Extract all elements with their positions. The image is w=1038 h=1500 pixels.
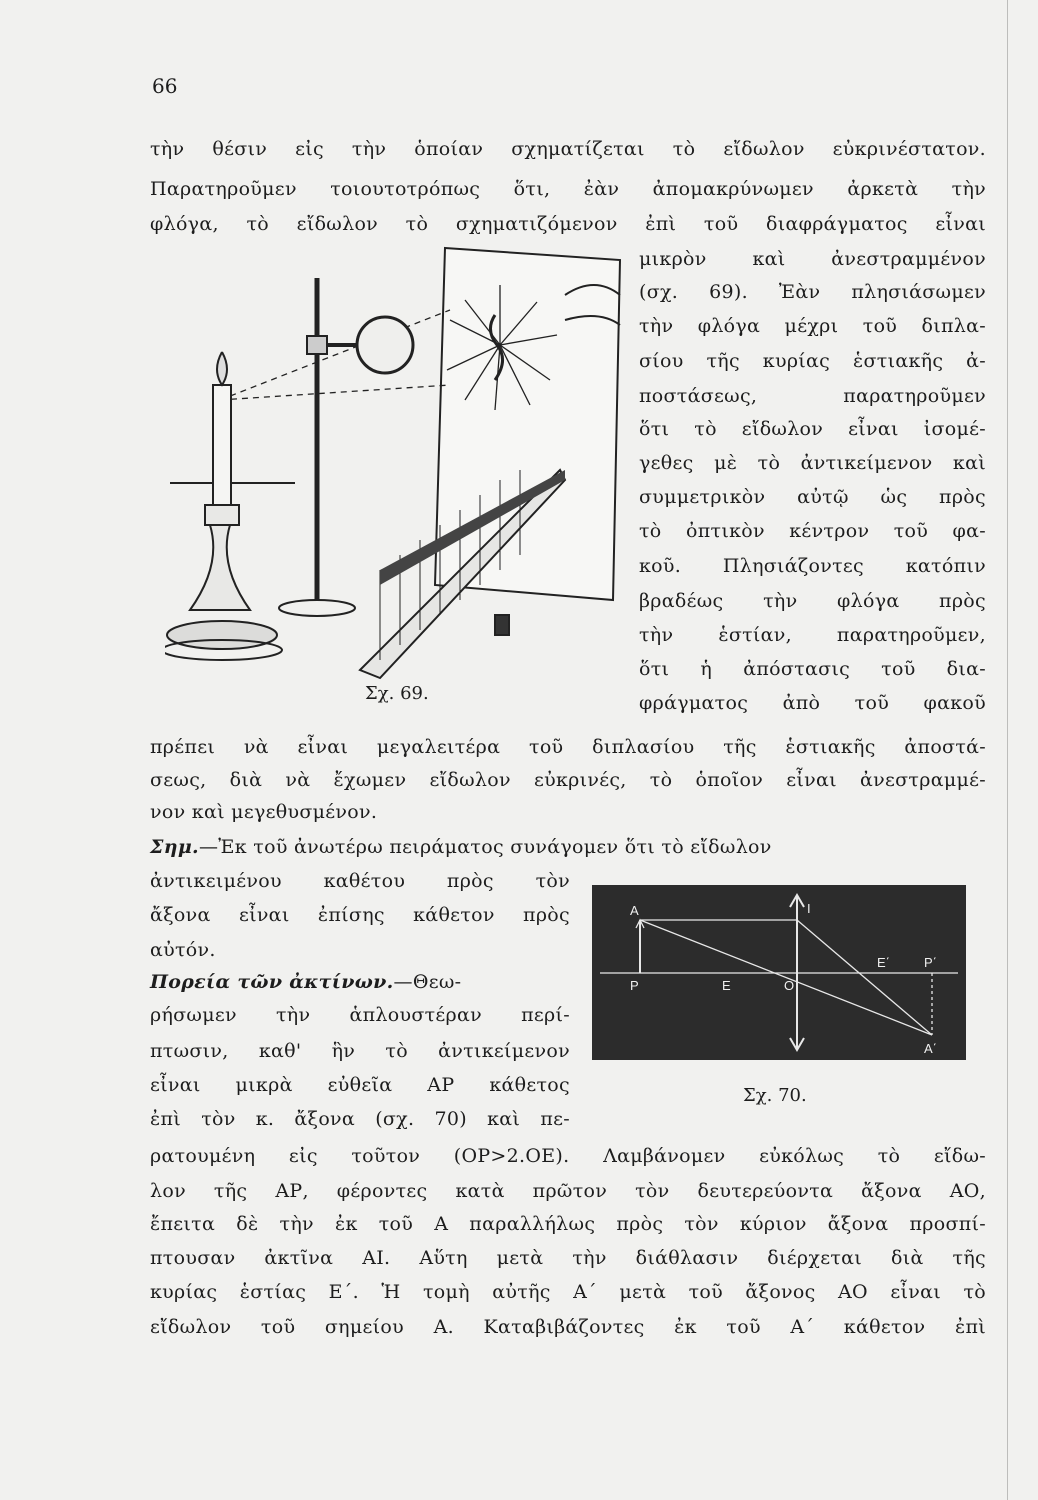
text-line: βραδέως τὴν φλόγα πρὸς (639, 590, 986, 612)
text-line: κυρίας ἑστίας Ε΄. Ἡ τομὴ αὐτῆς Α΄ μετὰ τοῦ ἄξονος ΑΟ εἶναι τὸ (150, 1281, 986, 1303)
text-line: ἀντικειμένου καθέτου πρὸς τὸν (150, 870, 570, 892)
lens-clamp (307, 336, 327, 354)
text-line: Παρατηροῦμεν τοιουτοτρόπως ὅτι, ἐὰν ἀπομακρύνωμεν ἀρκετὰ τὴν (150, 178, 986, 200)
text-line: σεως, διὰ νὰ ἔχωμεν εἴδωλον εὐκρινές, τὸ ὁποῖον εἶναι ἀνεστραμμέ- (150, 769, 986, 791)
text-line: ἐπὶ τὸν κ. ἄξονα (σχ. 70) καὶ πε- (150, 1108, 570, 1130)
figure-70-caption: Σχ. 70. (743, 1085, 807, 1106)
text-line: ἔπειτα δὲ τὴν ἐκ τοῦ Α παραλλήλως πρὸς τὸν κύριον ἄξονα προσπί- (150, 1213, 986, 1235)
text-line: ρήσωμεν τὴν ἁπλουστέραν περί- (150, 1004, 570, 1026)
text-line: ὅτι τὸ εἴδωλον εἶναι ἰσομέ- (639, 418, 986, 440)
text-line: συμμετρικὸν αὐτῷ ὡς πρὸς (639, 486, 986, 508)
section-first-line: —Θεω- (393, 971, 462, 993)
text-line: πρέπει νὰ εἶναι μεγαλειτέρα τοῦ διπλασίου τῆς ἑστιακῆς ἀποστά- (150, 736, 986, 758)
text-line: λον τῆς ΑΡ, φέροντες κατὰ πρῶτον τὸν δευτερεύοντα ἄξονα ΑΟ, (150, 1180, 986, 1202)
note-line (150, 838, 986, 857)
text-line: τὸ ὀπτικὸν κέντρον τοῦ φα- (639, 520, 986, 542)
text-line: εἶναι μικρὰ εὐθεῖα ΑΡ κάθετος (150, 1074, 570, 1096)
section-lead: Πορεία τῶν ἀκτίνων. (150, 971, 394, 993)
text-line: τὴν ἑστίαν, παρατηροῦμεν, (639, 624, 986, 646)
text-line: γεθες μὲ τὸ ἀντικείμενον καὶ (639, 452, 986, 474)
text-line: φράγματος ἀπὸ τοῦ φακοῦ (639, 692, 986, 714)
figure-69-caption: Σχ. 69. (365, 683, 429, 704)
section-heading-line (150, 973, 570, 992)
text-line: τὴν θέσιν εἰς τὴν ὁποίαν σχηματίζεται τὸ εἴδωλον εὐκρινέστατον. (150, 138, 986, 160)
text-line: σίου τῆς κυρίας ἑστιακῆς ἀ- (639, 350, 986, 372)
label-E: E (722, 978, 731, 993)
page-edge (1007, 0, 1008, 1500)
text-line: ρατουμένη εἰς τοῦτον (ΟΡ>2.ΟΕ). Λαμβάνομεν εὐκόλως τὸ εἴδω- (150, 1145, 986, 1167)
text-line: ποστάσεως, παρατηροῦμεν (639, 385, 986, 407)
text-line: τὴν φλόγα μέχρι τοῦ διπλα- (639, 315, 986, 337)
candlestick-base (167, 621, 277, 649)
text-line: φλόγα, τὸ εἴδωλον τὸ σχηματιζόμενον ἐπὶ τοῦ διαφράγματος εἶναι (150, 213, 986, 235)
label-P-prime: P΄ (924, 955, 937, 970)
note-lead: Σημ. (150, 836, 199, 858)
candlestick (190, 505, 250, 610)
text-line: μικρὸν καὶ ἀνεστραμμένον (639, 248, 986, 270)
label-O: O (784, 978, 795, 993)
text-line: αὐτόν. (150, 939, 216, 961)
text-line: νον καὶ μεγεθυσμένον. (150, 801, 378, 823)
text-line: ἄξονα εἶναι ἐπίσης κάθετον πρὸς (150, 904, 570, 926)
note-first-line: —Ἐκ τοῦ ἀνωτέρω πειράματος συνάγομεν ὅτι τὸ εἴδωλον (198, 836, 772, 858)
figure-70-ray-diagram (592, 885, 966, 1060)
label-A: A (630, 903, 639, 918)
page-number: 66 (152, 74, 178, 98)
text-line: (σχ. 69). Ἐὰν πλησιάσωμεν (639, 281, 986, 303)
text-line: ὅτι ἡ ἀπόστασις τοῦ δια- (639, 658, 986, 680)
figure-69-candle-lens-screen (165, 240, 635, 680)
bench-slider (495, 615, 509, 635)
candle (213, 385, 231, 505)
screen-diaphragm (435, 248, 620, 600)
label-I: I (807, 901, 811, 916)
text-line: πτωσιν, καθ' ἣν τὸ ἀντικείμενον (150, 1040, 570, 1062)
label-E-prime: E΄ (877, 955, 890, 970)
label-A-prime: A΄ (924, 1041, 937, 1056)
candle-flame (217, 352, 227, 385)
stand-base (279, 600, 355, 616)
lens (357, 317, 413, 373)
text-line: πτουσαν ἀκτῖνα ΑΙ. Αὕτη μετὰ τὴν διάθλασιν διέρχεται διὰ τῆς (150, 1247, 986, 1269)
text-line: κοῦ. Πλησιάζοντες κατόπιν (639, 555, 986, 577)
text-line: εἴδωλον τοῦ σημείου Α. Καταβιβάζοντες ἐκ τοῦ Α΄ κάθετον ἐπὶ (150, 1316, 986, 1338)
label-P: P (630, 978, 639, 993)
